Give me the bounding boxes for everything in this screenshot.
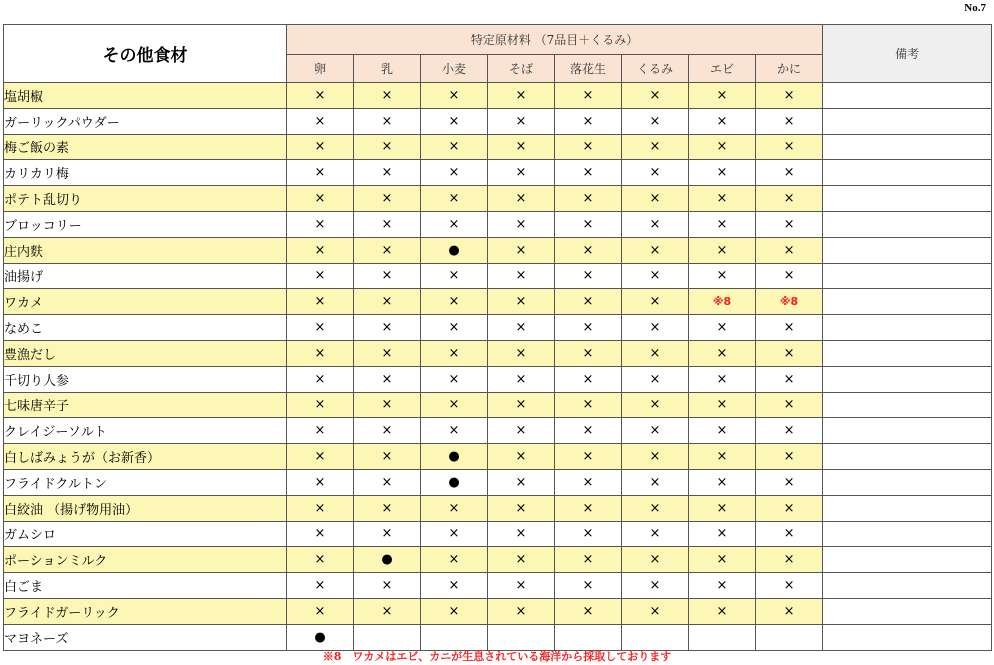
allergen-mark: × <box>756 160 823 186</box>
allergen-mark: × <box>488 108 555 134</box>
allergen-mark: × <box>421 186 488 212</box>
allergen-mark: × <box>689 160 756 186</box>
allergen-mark: × <box>488 83 555 109</box>
column-header: かに <box>756 54 823 83</box>
allergen-mark: × <box>287 444 354 470</box>
allergen-mark: × <box>421 289 488 315</box>
allergen-mark: × <box>689 366 756 392</box>
table-row <box>4 289 992 315</box>
allergen-mark: × <box>421 263 488 289</box>
allergen-mark: × <box>421 108 488 134</box>
allergen-mark: × <box>287 211 354 237</box>
allergen-mark: ※8 <box>689 289 756 315</box>
table-row <box>4 108 992 134</box>
column-header: エビ <box>689 54 756 83</box>
table-row <box>4 573 992 599</box>
ingredient-name: 千切り人参 <box>4 366 287 392</box>
table-row <box>4 186 992 212</box>
ingredient-name: ガムシロ <box>4 521 287 547</box>
allergen-mark: × <box>488 444 555 470</box>
allergen-mark: × <box>287 289 354 315</box>
allergen-mark: × <box>488 418 555 444</box>
allergen-mark: × <box>689 444 756 470</box>
ingredient-name: ブロッコリー <box>4 211 287 237</box>
allergen-mark: × <box>287 315 354 341</box>
allergen-mark: × <box>354 340 421 366</box>
column-header: くるみ <box>622 54 689 83</box>
remark-cell <box>823 237 992 263</box>
table-row <box>4 263 992 289</box>
remark-cell <box>823 186 992 212</box>
allergen-mark: × <box>287 83 354 109</box>
ingredient-name: 庄内麩 <box>4 237 287 263</box>
remark-cell <box>823 573 992 599</box>
column-header: 小麦 <box>421 54 488 83</box>
ingredient-name: ガーリックパウダー <box>4 108 287 134</box>
allergen-mark: × <box>354 211 421 237</box>
allergen-mark: × <box>488 495 555 521</box>
remark-cell <box>823 211 992 237</box>
allergen-mark: × <box>622 444 689 470</box>
remark-header: 備考 <box>823 25 992 83</box>
table-row <box>4 444 992 470</box>
allergen-mark: × <box>622 547 689 573</box>
ingredient-name: 豊漁だし <box>4 340 287 366</box>
allergen-mark: × <box>354 469 421 495</box>
allergen-mark: × <box>756 83 823 109</box>
allergen-mark: × <box>622 211 689 237</box>
ingredient-name: マヨネーズ <box>4 624 287 650</box>
allergen-mark: × <box>555 392 622 418</box>
table-row <box>4 547 992 573</box>
allergen-mark: × <box>287 573 354 599</box>
allergen-mark: × <box>421 366 488 392</box>
allergen-mark: × <box>354 444 421 470</box>
allergen-mark: × <box>756 598 823 624</box>
allergen-mark: × <box>354 418 421 444</box>
allergen-mark: × <box>287 160 354 186</box>
allergen-mark: × <box>488 598 555 624</box>
allergen-mark: × <box>287 469 354 495</box>
allergen-mark: × <box>756 134 823 160</box>
allergen-mark: × <box>689 134 756 160</box>
allergen-mark: × <box>354 315 421 341</box>
allergen-mark: × <box>555 186 622 212</box>
allergen-mark: ● <box>421 469 488 495</box>
allergen-mark: × <box>287 237 354 263</box>
allergen-mark: × <box>622 598 689 624</box>
allergen-mark: × <box>622 315 689 341</box>
ingredient-name: 七味唐辛子 <box>4 392 287 418</box>
allergen-mark: × <box>622 108 689 134</box>
ingredient-name: 白しばみょうが（お新香） <box>4 444 287 470</box>
allergen-mark: × <box>756 495 823 521</box>
allergen-mark: × <box>555 134 622 160</box>
remark-cell <box>823 495 992 521</box>
table-row <box>4 418 992 444</box>
allergen-mark: × <box>622 340 689 366</box>
allergen-mark: × <box>756 392 823 418</box>
ingredient-name: ポーションミルク <box>4 547 287 573</box>
allergen-mark: × <box>756 315 823 341</box>
allergen-mark: × <box>488 366 555 392</box>
table-row <box>4 160 992 186</box>
allergen-mark: × <box>555 160 622 186</box>
allergen-mark: × <box>287 547 354 573</box>
allergen-mark <box>622 624 689 650</box>
allergen-mark: × <box>488 160 555 186</box>
allergen-mark: × <box>689 469 756 495</box>
allergen-mark: ● <box>354 547 421 573</box>
table-body <box>4 83 992 651</box>
allergen-mark: × <box>689 263 756 289</box>
allergen-mark: × <box>488 547 555 573</box>
allergen-mark: × <box>421 392 488 418</box>
allergen-mark: ● <box>287 624 354 650</box>
allergen-mark: × <box>287 186 354 212</box>
allergen-mark: × <box>756 340 823 366</box>
allergen-mark: × <box>622 186 689 212</box>
allergen-mark <box>756 624 823 650</box>
allergen-mark: × <box>287 495 354 521</box>
allergen-mark: × <box>421 521 488 547</box>
allergen-mark: ● <box>421 237 488 263</box>
allergen-mark <box>488 624 555 650</box>
allergen-mark: × <box>354 573 421 599</box>
allergen-mark: ※8 <box>756 289 823 315</box>
allergen-mark: × <box>421 134 488 160</box>
remark-cell <box>823 366 992 392</box>
allergen-mark: × <box>555 315 622 341</box>
allergen-mark: × <box>555 83 622 109</box>
table-row <box>4 495 992 521</box>
ingredient-name: 油揚げ <box>4 263 287 289</box>
allergen-mark: × <box>622 392 689 418</box>
allergen-mark: × <box>622 263 689 289</box>
remark-cell <box>823 134 992 160</box>
allergen-mark: × <box>555 495 622 521</box>
table-row <box>4 83 992 109</box>
allergen-mark: × <box>287 598 354 624</box>
allergen-mark: × <box>488 340 555 366</box>
allergen-mark: × <box>689 237 756 263</box>
allergen-mark: × <box>421 315 488 341</box>
allergen-mark: × <box>555 237 622 263</box>
allergen-mark: × <box>689 547 756 573</box>
allergen-mark: × <box>689 315 756 341</box>
allergen-mark: × <box>756 237 823 263</box>
allergen-mark: × <box>488 289 555 315</box>
allergen-mark: × <box>555 598 622 624</box>
allergen-mark: × <box>622 469 689 495</box>
allergen-mark: × <box>421 418 488 444</box>
allergen-mark: × <box>354 134 421 160</box>
ingredient-name: カリカリ梅 <box>4 160 287 186</box>
allergen-mark: × <box>689 392 756 418</box>
allergen-mark: × <box>488 134 555 160</box>
allergen-mark: × <box>756 186 823 212</box>
allergen-mark: × <box>622 237 689 263</box>
remark-cell <box>823 469 992 495</box>
allergen-mark: × <box>421 211 488 237</box>
remark-cell <box>823 547 992 573</box>
column-header: そば <box>488 54 555 83</box>
allergen-mark: × <box>689 573 756 599</box>
allergen-mark: × <box>354 160 421 186</box>
allergen-mark: × <box>421 495 488 521</box>
ingredient-name: 塩胡椒 <box>4 83 287 109</box>
allergen-mark: × <box>555 521 622 547</box>
table-row <box>4 392 992 418</box>
table-row <box>4 598 992 624</box>
allergen-mark: × <box>354 289 421 315</box>
ingredient-name: フライドクルトン <box>4 469 287 495</box>
table-row <box>4 469 992 495</box>
allergen-mark: × <box>756 521 823 547</box>
allergen-mark: × <box>354 521 421 547</box>
allergen-mark: × <box>622 134 689 160</box>
ingredient-name: 白絞油 （揚げ物用油） <box>4 495 287 521</box>
allergen-mark: × <box>421 547 488 573</box>
allergen-mark <box>421 624 488 650</box>
allergen-mark: × <box>287 418 354 444</box>
allergen-mark: × <box>354 366 421 392</box>
allergen-mark: × <box>287 134 354 160</box>
allergen-mark: × <box>488 469 555 495</box>
allergen-mark: × <box>689 495 756 521</box>
allergen-mark: × <box>756 108 823 134</box>
allergen-mark: × <box>555 108 622 134</box>
allergen-mark: × <box>354 392 421 418</box>
allergen-mark: × <box>488 186 555 212</box>
table-row <box>4 521 992 547</box>
table-row <box>4 366 992 392</box>
remark-cell <box>823 263 992 289</box>
allergen-mark: × <box>354 108 421 134</box>
allergen-mark: × <box>689 108 756 134</box>
column-header: 卵 <box>287 54 354 83</box>
allergen-mark: × <box>488 573 555 599</box>
ingredient-name: クレイジーソルト <box>4 418 287 444</box>
allergen-mark: × <box>555 469 622 495</box>
ingredient-name: 梅ご飯の素 <box>4 134 287 160</box>
allergen-mark: × <box>354 237 421 263</box>
remark-cell <box>823 418 992 444</box>
allergen-mark: × <box>756 469 823 495</box>
allergen-mark: ● <box>421 444 488 470</box>
allergen-mark: × <box>689 598 756 624</box>
footnote: ※8 ワカメはエビ、カニが生息されている海洋から採取しております <box>322 650 672 663</box>
allergen-mark <box>354 624 421 650</box>
allergen-mark: × <box>555 340 622 366</box>
remark-cell <box>823 108 992 134</box>
allergen-mark: × <box>421 83 488 109</box>
allergen-mark: × <box>622 289 689 315</box>
allergen-mark: × <box>287 108 354 134</box>
allergen-mark: × <box>622 160 689 186</box>
table-row <box>4 624 992 650</box>
allergen-group-header: 特定原材料 （7品目＋くるみ） <box>287 25 823 55</box>
allergen-mark: × <box>488 315 555 341</box>
allergen-mark: × <box>354 186 421 212</box>
allergen-mark: × <box>756 444 823 470</box>
ingredient-name: ポテト乱切り <box>4 186 287 212</box>
allergen-mark: × <box>287 392 354 418</box>
column-header: 落花生 <box>555 54 622 83</box>
table-title: その他食材 <box>4 25 287 83</box>
allergen-table <box>3 24 992 651</box>
allergen-mark: × <box>354 495 421 521</box>
allergen-mark: × <box>354 598 421 624</box>
allergen-mark: × <box>555 418 622 444</box>
allergen-mark: × <box>421 160 488 186</box>
allergen-mark: × <box>354 83 421 109</box>
allergen-mark: × <box>287 366 354 392</box>
allergen-mark: × <box>689 521 756 547</box>
allergen-mark: × <box>421 573 488 599</box>
allergen-mark <box>555 624 622 650</box>
allergen-mark: × <box>622 366 689 392</box>
page-number: No.7 <box>964 2 986 14</box>
allergen-mark: × <box>555 444 622 470</box>
remark-cell <box>823 289 992 315</box>
remark-cell <box>823 521 992 547</box>
remark-cell <box>823 598 992 624</box>
allergen-mark: × <box>555 547 622 573</box>
ingredient-name: フライドガーリック <box>4 598 287 624</box>
allergen-mark: × <box>488 237 555 263</box>
remark-cell <box>823 392 992 418</box>
column-header: 乳 <box>354 54 421 83</box>
allergen-mark: × <box>622 573 689 599</box>
table-row <box>4 134 992 160</box>
allergen-mark: × <box>488 211 555 237</box>
allergen-mark: × <box>287 340 354 366</box>
allergen-mark: × <box>756 211 823 237</box>
allergen-mark: × <box>622 495 689 521</box>
allergen-mark <box>689 624 756 650</box>
allergen-mark: × <box>287 263 354 289</box>
allergen-mark: × <box>555 289 622 315</box>
allergen-mark: × <box>756 418 823 444</box>
allergen-mark: × <box>689 83 756 109</box>
allergen-mark: × <box>354 263 421 289</box>
allergen-mark: × <box>555 263 622 289</box>
allergen-mark: × <box>421 598 488 624</box>
table-row <box>4 340 992 366</box>
table-row <box>4 315 992 341</box>
remark-cell <box>823 160 992 186</box>
remark-cell <box>823 340 992 366</box>
remark-cell <box>823 83 992 109</box>
allergen-mark: × <box>488 392 555 418</box>
table-row <box>4 211 992 237</box>
remark-cell <box>823 624 992 650</box>
allergen-mark: × <box>622 418 689 444</box>
allergen-mark: × <box>287 521 354 547</box>
allergen-mark: × <box>689 418 756 444</box>
ingredient-name: ワカメ <box>4 289 287 315</box>
allergen-mark: × <box>756 263 823 289</box>
allergen-mark: × <box>555 211 622 237</box>
allergen-mark: × <box>756 573 823 599</box>
allergen-mark: × <box>689 211 756 237</box>
allergen-mark: × <box>622 83 689 109</box>
allergen-mark: × <box>689 186 756 212</box>
remark-cell <box>823 315 992 341</box>
ingredient-name: 白ごま <box>4 573 287 599</box>
ingredient-name: なめこ <box>4 315 287 341</box>
allergen-mark: × <box>488 521 555 547</box>
allergen-mark: × <box>488 263 555 289</box>
allergen-mark: × <box>421 340 488 366</box>
allergen-mark: × <box>555 573 622 599</box>
table-row <box>4 237 992 263</box>
allergen-mark: × <box>756 547 823 573</box>
remark-cell <box>823 444 992 470</box>
allergen-mark: × <box>622 521 689 547</box>
allergen-mark: × <box>756 366 823 392</box>
allergen-mark: × <box>555 366 622 392</box>
allergen-mark: × <box>689 340 756 366</box>
